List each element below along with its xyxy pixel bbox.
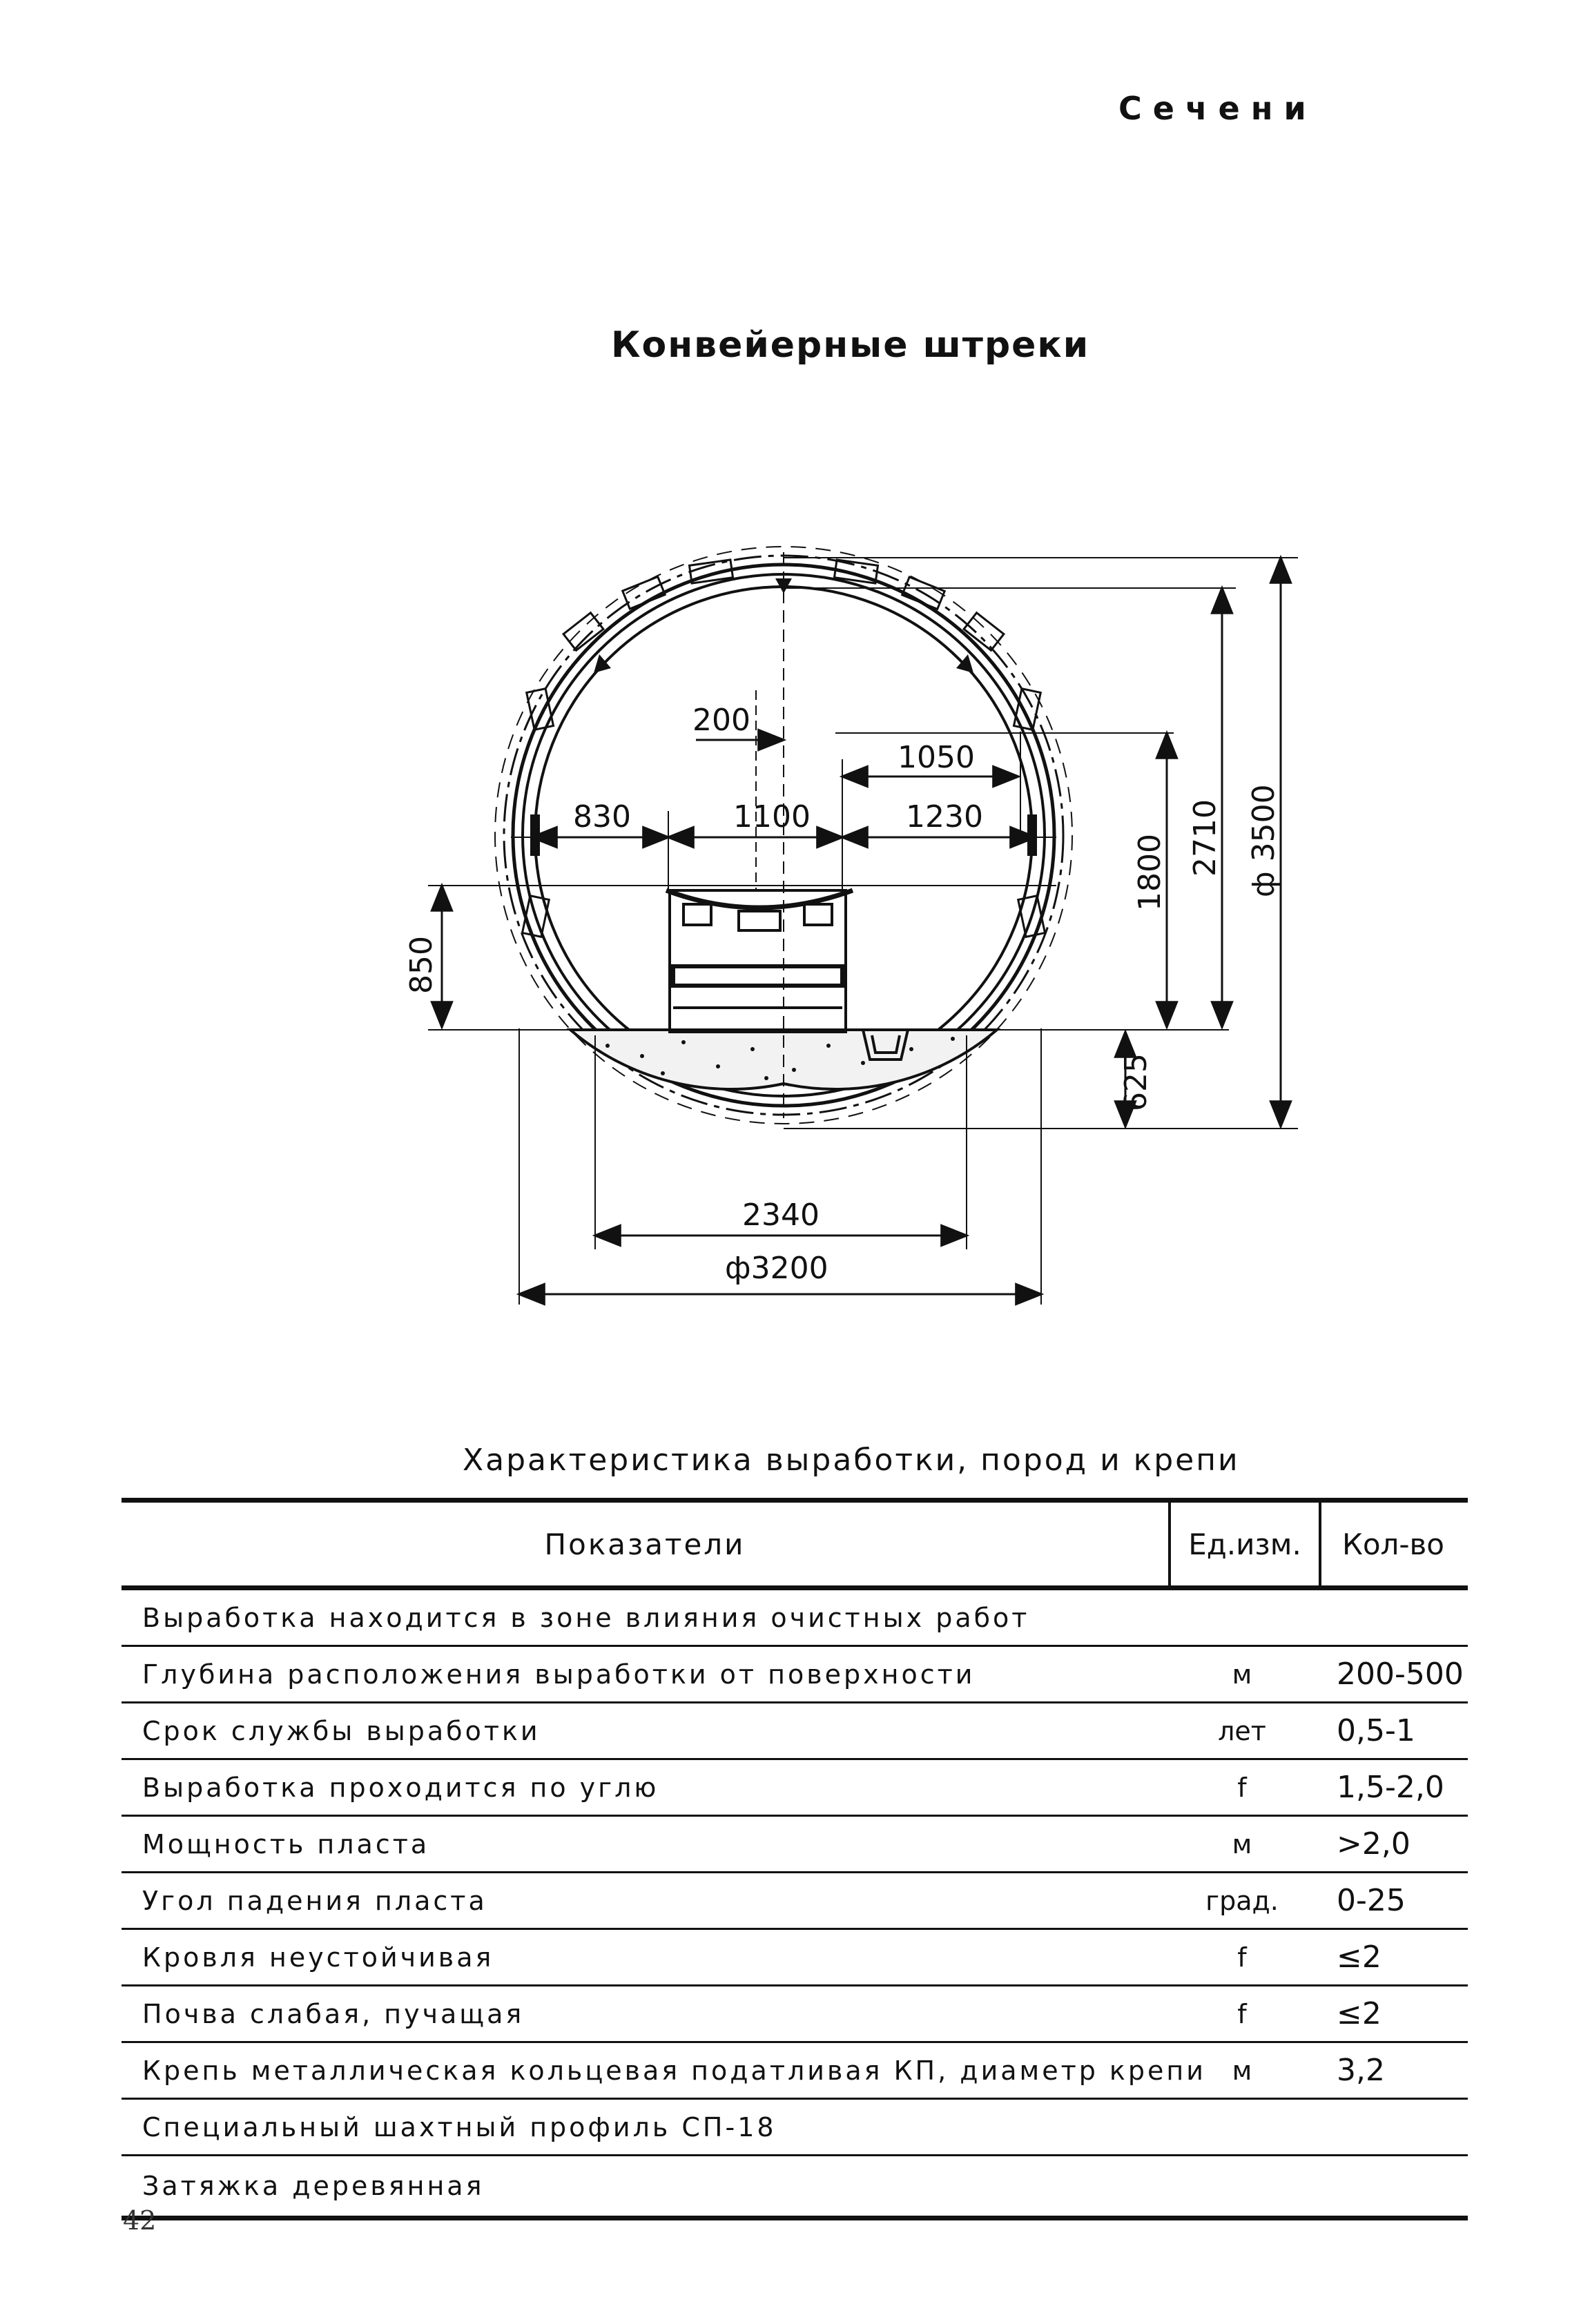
dim-200: 200 [692,703,750,738]
row-value: >2,0 [1337,1826,1410,1862]
row-unit: м [1232,2055,1252,2086]
header-quantity: Кол-во [1342,1527,1444,1561]
dim-2340: 2340 [742,1198,820,1233]
row-label: Выработка проходится по углю [142,1772,659,1803]
row-unit: f [1237,1942,1247,1973]
row-label: Крепь металлическая кольцевая податливая КП, диаметр крепи [142,2055,1206,2086]
table-row [122,1930,1468,1986]
row-unit: f [1237,1998,1247,2029]
dimension-lines [442,558,1281,1294]
page-number: 42 [123,2205,157,2236]
table-row [122,1817,1468,1873]
row-label: Специальный шахтный профиль СП-18 [142,2111,777,2142]
table-row [122,2043,1468,2100]
header-indicators: Показатели [544,1527,746,1561]
row-unit [1168,1590,1316,1645]
dim-3500: ф 3500 [1246,784,1281,897]
row-value: 3,2 [1337,2053,1385,2088]
table-row [122,1873,1468,1930]
table-caption: Характеристика выработки, пород и крепи [463,1443,1240,1478]
row-label: Кровля неустойчивая [142,1942,494,1973]
table-row [122,2100,1468,2156]
row-unit: f [1237,1772,1247,1803]
dim-1100: 1100 [733,799,811,834]
dim-1800: 1800 [1132,834,1167,911]
table-row [122,1986,1468,2043]
row-unit [1168,2100,1316,2154]
dim-625: 625 [1118,1053,1154,1111]
table-row [122,1760,1468,1817]
dim-3200: ф3200 [725,1251,828,1286]
row-label: Выработка находится в зоне влияния очистных работ [142,1602,1030,1633]
row-label: Срок службы выработки [142,1715,541,1746]
table-row [122,2156,1468,2220]
row-value: 1,5-2,0 [1337,1770,1444,1805]
row-unit: м [1232,1828,1252,1859]
row-value: 0,5-1 [1337,1713,1415,1748]
row-unit: лет [1218,1715,1266,1746]
row-value: ≤2 [1337,1940,1381,1975]
table-row [122,1590,1468,1647]
dim-850: 850 [404,936,439,994]
dim-2710: 2710 [1187,799,1223,877]
row-label: Затяжка деревянная [142,2171,485,2201]
table-header [122,1498,1468,1590]
page-header: Сечени [1118,90,1317,127]
dim-1230: 1230 [906,799,983,834]
dim-830: 830 [573,799,631,834]
row-unit: град. [1205,1885,1279,1916]
row-value: 200-500 [1337,1657,1464,1692]
row-label: Мощность пласта [142,1828,430,1859]
drawing-title: Конвейерные штреки [611,324,1090,366]
row-label: Почва слабая, пучащая [142,1998,525,2029]
conveyor [666,890,853,1032]
characteristics-table [122,1498,1468,2220]
row-value: 0-25 [1337,1883,1406,1918]
row-unit [1168,2156,1316,2216]
header-unit: Ед.изм. [1168,1503,1321,1585]
table-row [122,1703,1468,1760]
dim-1050: 1050 [898,740,975,775]
table-row [122,1647,1468,1703]
row-value: ≤2 [1337,1996,1381,2031]
row-label: Угол падения пласта [142,1885,487,1916]
row-label: Глубина расположения выработки от поверхности [142,1659,976,1690]
row-unit: м [1232,1659,1252,1690]
